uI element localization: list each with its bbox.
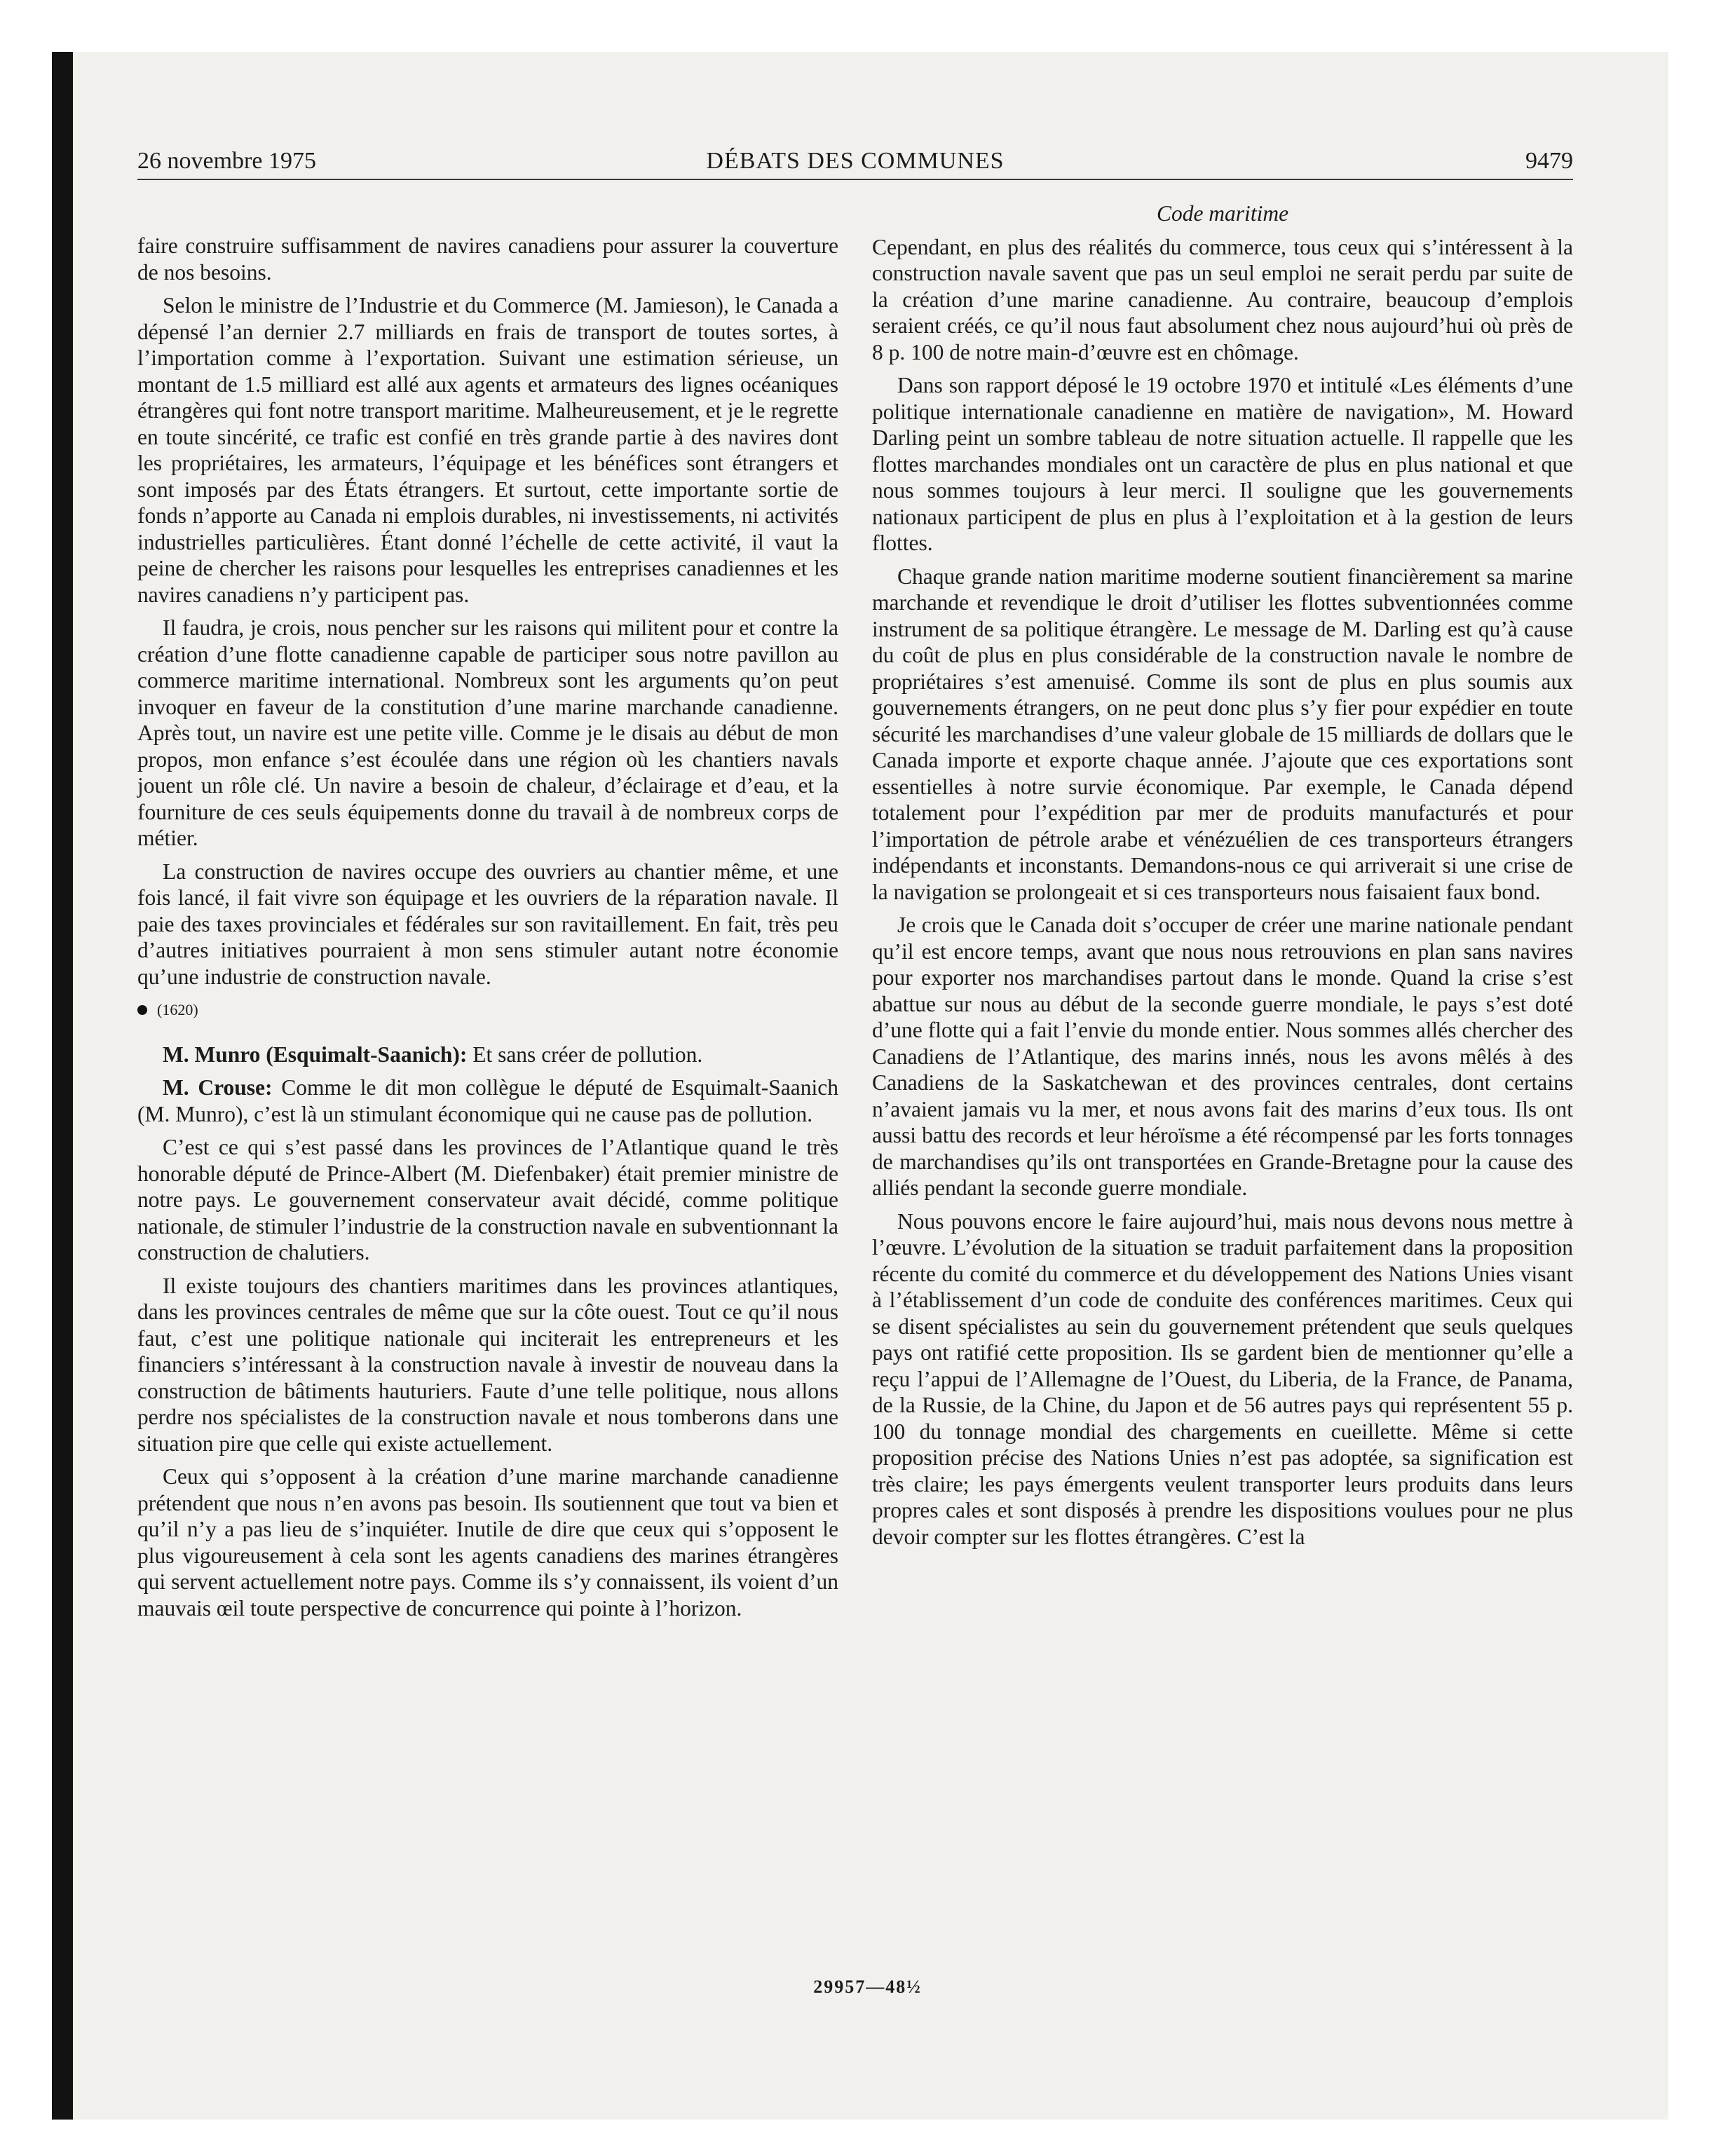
- paragraph: Cependant, en plus des réalités du commerce, tous ceux qui s’intéressent à la construction navale savent que pas un seul emploi ne serait perdu par suite de la création d’une marine canadienne. Au contraire, beaucoup d’emplois seraient créés, ce qu’il nous faut absolument chez nous aujourd’hui où près de 8 p. 100 de notre main-d’œuvre est en chômage.: [872, 234, 1573, 364]
- speech-crouse: [137, 1074, 838, 1127]
- speech-text: Comme le dit mon collègue le député de Esquimalt-Saanich (M. Munro), c’est là un stimulant économique qui ne cause pas de pollution.: [137, 1075, 838, 1126]
- time-stamp: (1620): [157, 1001, 198, 1018]
- speaker-name: M. Crouse:: [163, 1075, 273, 1100]
- paragraph: Dans son rapport déposé le 19 octobre 1970 et intitulé «Les éléments d’une politique internationale canadienne en matière de navigation», M. Howard Darling peint un sombre tableau de notre situation actuelle. Il rappelle que les flottes marchandes mondiales ont un caractère de plus en plus national et que nous sommes toujours à leur merci. Il souligne que les gouvernements nationaux participent de plus en plus à l’exploitation et à la gestion de leurs flottes.: [872, 373, 1573, 555]
- paragraph: Il existe toujours des chantiers maritimes dans les provinces atlantiques, dans les provinces centrales de même que sur la côte ouest. Tout ce qu’il nous faut, c’est une politique nationale qui inciterait les entrepreneurs et les financiers s’intéressant à la construction navale à investir de nouveau dans la construction de bâtiments hauturiers. Faute d’une telle politique, nous allons perdre nos spécialistes de la construction navale et nous tomberons dans une situation pire que celle qui existe actuellement.: [137, 1273, 838, 1456]
- header-title: DÉBATS DES COMMUNES: [706, 148, 1005, 174]
- header-date: 26 novembre 1975: [137, 148, 316, 174]
- speech-text: Et sans créer de pollution.: [467, 1042, 703, 1067]
- scan-border: [52, 52, 73, 2120]
- paragraph: Ceux qui s’opposent à la création d’une marine marchande canadienne prétendent que nous n’en avons pas besoin. Ils soutiennent que tout va bien et qu’il n’y a pas lieu de s’inquiéter. Inutile de dire que ceux qui s’opposent le plus vigoureusement à cela sont les agents canadiens des marines étrangères qui servent actuellement notre pays. Comme ils s’y connaissent, ils voient d’un mauvais œil toute perspective de concurrence qui pointe à l’horizon.: [137, 1464, 838, 1621]
- paragraph: Nous pouvons encore le faire aujourd’hui, mais nous devons nous mettre à l’œuvre. L’évolution de la situation se traduit parfaitement dans la proposition récente du comité du commerce et du développement des Nations Unies visant à l’établissement d’un code de conduite des conférences maritimes. Ceux qui se disent spécialistes au sein du gouvernement prétendent que seuls quelques pays ont ratifié cette proposition. Ils se gardent bien de mentionner qu’elle a reçu l’appui de l’Allemagne de l’Ouest, du Liberia, de la France, de Panama, de la Russie, de la Chine, du Japon et de 56 autres pays qui représentent 55 p. 100 du tonnage mondial des chargements en cueillette. Même si cette proposition précise des Nations Unies n’est pas adoptée, sa signification est très claire; les pays émergents veulent transporter leurs produits dans leurs propres cales et sont disposés à prendre les dispositions voulues pour ne plus devoir compter sur les flottes étrangères. C’est la: [872, 1208, 1573, 1549]
- right-column: [872, 200, 1573, 1557]
- bullet-icon: [137, 1005, 147, 1015]
- paragraph: Chaque grande nation maritime moderne soutient financièrement sa marine marchande et revendique le droit d’utiliser les flottes subventionnées comme instrument de sa politique étrangère. Le message de M. Darling est qu’à cause du coût de plus en plus considérable de la construction navale le nombre de propriétaires s’est amenuisé. Comme ils sont de plus en plus soumis aux gouvernements étrangers, on ne peut donc plus s’y fier pour expédier en toute sécurité les marchandises d’une valeur globale de 15 milliards de dollars que le Canada importe et exporte chaque année. J’ajoute que ces exportations sont essentielles à notre survie économique. Par exemple, le Canada dépend totalement pour l’expédition par mer de produits manufacturés et pour l’importation de pétrole arabe et vénézuélien de ces transporteurs étrangers indépendants et inconstants. Demandons-nous ce qui arriverait si une crise de la navigation se prolongeait et si ces transporteurs nous faisaient faux bond.: [872, 564, 1573, 904]
- page-footer-code: 29957—48½: [813, 1977, 922, 1997]
- paragraph: faire construire suffisamment de navires canadiens pour assurer la couverture de nos besoins.: [137, 233, 838, 285]
- speech-munro: [137, 1042, 838, 1068]
- paragraph: Je crois que le Canada doit s’occuper de créer une marine nationale pendant qu’il est encore temps, avant que nous nous retrouvions en plan sans navires pour exporter nos marchandises partout dans le monde. Quand la crise s’est abattue sur nous au début de la seconde guerre mondiale, le pays s’est doté d’une flotte qui a fait l’envie du monde entier. Nous sommes allés chercher des Canadiens de l’Atlantique, des marins innés, nous les avons mêlés à des Canadiens de la Saskatchewan et des provinces centrales, dont certains n’avaient jamais vu la mer, et nous avons fait des marins d’eux tous. Ils ont aussi battu des records et leur héroïsme a été récompensé par les forts tonnages de marchandises qu’ils ont transportées en Grande-Bretagne pour la cause des alliés pendant la seconde guerre mondiale.: [872, 913, 1573, 1200]
- paragraph: Il faudra, je crois, nous pencher sur les raisons qui militent pour et contre la création d’une flotte canadienne capable de participer sous notre pavillon au commerce maritime international. Nombreux sont les arguments qu’on peut invoquer en faveur de la constitution d’une marine marchande canadienne. Après tout, un navire est une petite ville. Comme je le disais au début de mon propos, mon enfance s’est écoulée dans une région où les chantiers navals jouent un rôle clé. Un navire a besoin de chaleur, d’éclairage et d’eau, et la fourniture de ces seuls équipements donne du travail à de nombreux corps de métier.: [137, 615, 838, 850]
- section-title: Code maritime: [1156, 201, 1289, 226]
- page-number: 9479: [1525, 148, 1573, 174]
- paragraph: C’est ce qui s’est passé dans les provinces de l’Atlantique quand le très honorable député de Prince-Albert (M. Diefenbaker) était premier ministre de notre pays. Le gouvernement conservateur avait décidé, comme politique nationale, de stimuler l’industrie de la construction navale en subventionnant la construction de chalutiers.: [137, 1135, 838, 1264]
- speaker-name: M. Munro (Esquimalt-Saanich):: [163, 1042, 468, 1067]
- left-column: [137, 233, 838, 1628]
- time-marker: [137, 997, 838, 1023]
- paragraph: Selon le ministre de l’Industrie et du Commerce (M. Jamieson), le Canada a dépensé l’an dernier 2.7 milliards en frais de transport de toutes sortes, à l’importation comme à l’exportation. Suivant une estimation sérieuse, un montant de 1.5 milliard est allé aux agents et armateurs des lignes océaniques étrangères qui font notre transport maritime. Malheureusement, et je le regrette en toute sincérité, ce trafic est confié en très grande partie à des navires dont les propriétaires, les armateurs, l’équipage et les bénéfices sont étrangers et sont imposés par des États étrangers. Et surtout, cette importante sortie de fonds n’apporte au Canada ni emplois durables, ni investissements, ni activités industrielles particulières. Étant donné l’échelle de cette activité, il vaut la peine de chercher les raisons pour lesquelles les entreprises canadiennes et les navires canadiens n’y participent pas.: [137, 293, 838, 607]
- page-header: [137, 144, 1573, 180]
- paragraph: La construction de navires occupe des ouvriers au chantier même, et une fois lancé, il fait vivre son équipage et les ouvriers de la réparation navale. Il paie des taxes provinciales et fédérales sur son ravitaillement. En fait, très peu d’autres initiatives pourraient à mon sens stimuler autant notre économie qu’une industrie de construction navale.: [137, 859, 838, 989]
